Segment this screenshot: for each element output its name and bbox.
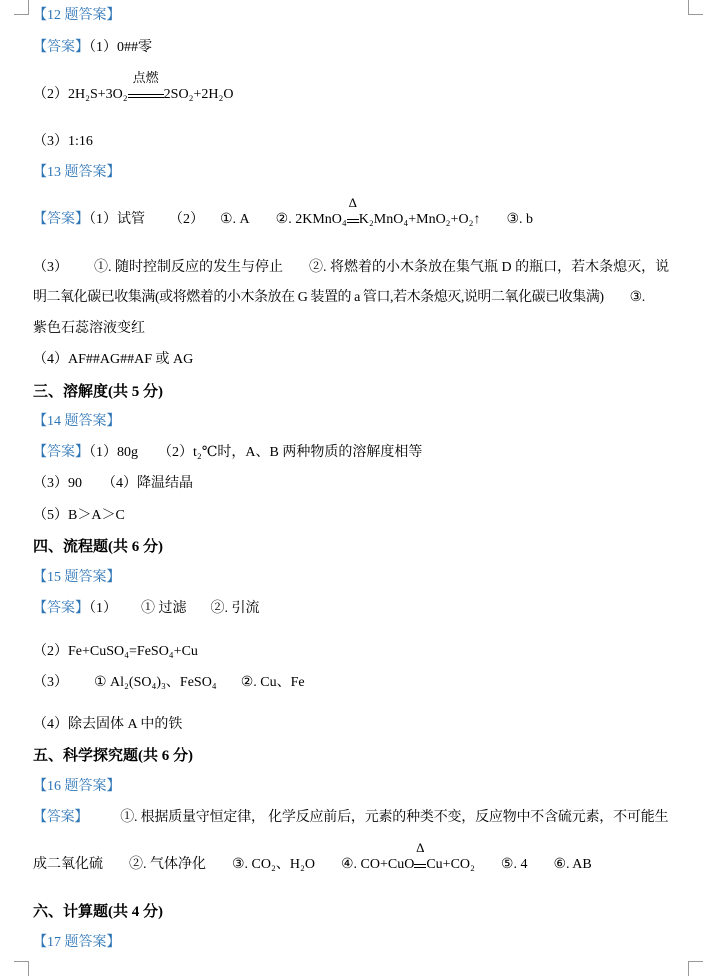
q15-part-3-prefix: （3） [33, 675, 68, 690]
q13-part-2-a: ①. A [220, 212, 250, 227]
q12-answer-line-2 [33, 70, 234, 105]
answer-tag: 【答案】 [33, 445, 89, 460]
answer-tag: 【答案】 [33, 212, 89, 227]
section-heading-5: 五、科学探究题(共 6 分) [33, 748, 193, 764]
q16-part-e: ⑤. 4 [500, 857, 528, 872]
q13-tag: 【13 题答案】 [33, 165, 121, 180]
equation-right: K₂MnO₄+MnO₂+O₂↑ [358, 212, 481, 227]
q12-answer-line-1 [33, 38, 152, 58]
q16-part-d-prefix: ④. [340, 857, 361, 872]
q14-part-3: （3）90 [33, 476, 82, 491]
q14-part-2: （2）t₂℃时，A、B 两种物质的溶解度相等 [158, 445, 423, 460]
q13-part-1: （1）试管 [89, 212, 145, 227]
q16-tag: 【16 题答案】 [33, 779, 121, 794]
q12-tag: 【12 题答案】 [33, 8, 121, 23]
q15-part-1-a: ① 过滤 [141, 601, 187, 616]
q14-part-4: （4）降温结晶 [102, 476, 193, 491]
q13-part-2-c: ③. b [506, 212, 534, 227]
q15-tag: 【15 题答案】 [33, 570, 121, 585]
q15-part-4: （4）除去固体 A 中的铁 [33, 717, 183, 732]
q12-part-3: （3）1:16 [33, 134, 93, 149]
reaction-condition [414, 840, 426, 868]
q12-part-2-prefix: （2） [33, 87, 68, 102]
section-heading-3: 三、溶解度(共 5 分) [33, 384, 163, 400]
q13-part-4: （4）AF##AG##AF 或 AG [33, 352, 194, 367]
q15-part-1-b: ②. 引流 [210, 601, 260, 616]
condition-label: 点燃 [132, 70, 159, 85]
q13-part-3-b-cont: 明二氧化碳已收集满(或将燃着的小木条放在 G 装置的 a 管口,若木条熄灭,说明二氧化碳已收集满) [33, 290, 604, 305]
q16-part-c: ③. CO₂、H₂O [232, 857, 315, 872]
q16-answer-line-1 [33, 808, 668, 828]
q14-part-5: （5）B＞A＞C [33, 508, 125, 523]
section-heading-4: 四、流程题(共 6 分) [33, 539, 163, 555]
q15-part-1-prefix: （1） [89, 601, 117, 616]
equation-left: CO+CuO [360, 857, 415, 872]
equation-right: 2SO₂+2H₂O [163, 87, 234, 102]
q13-part-2-b-prefix: ②. [275, 212, 296, 227]
q14-part-1: （1）80g [89, 445, 138, 460]
equals-bar [347, 219, 359, 223]
q13-answer-line-1 [33, 195, 534, 230]
corner-mark-top-right [688, 0, 703, 15]
corner-mark-top-left [14, 0, 29, 15]
q15-answer-line-3 [33, 673, 305, 693]
q15-part-2: （2）Fe+CuSO₄=FeSO₄+Cu [33, 644, 198, 659]
q13-part-3-c-text: 紫色石蕊溶液变红 [33, 321, 145, 336]
answer-tag: 【答案】 [33, 40, 89, 55]
q14-answer-line-2 [33, 474, 193, 494]
corner-mark-bottom-left [14, 961, 29, 976]
q16-line-1-text: ①. 根据质量守恒定律， 化学反应前后，元素的种类不变，反应物中不含硫元素，不可能生 [120, 810, 669, 825]
q15-answer-line-1 [33, 599, 260, 619]
q14-answer-line-1 [33, 443, 422, 463]
q13-answer-line-2 [33, 258, 669, 278]
q15-part-3-a: ① Al₂(SO₄)₃、FeSO₄ [94, 675, 217, 690]
q12-part-1: （1）0##零 [89, 40, 152, 55]
q14-tag: 【14 题答案】 [33, 414, 121, 429]
section-heading-6: 六、计算题(共 4 分) [33, 904, 163, 920]
q13-part-3-c: ③. [629, 290, 645, 305]
condition-label: Δ [416, 840, 425, 855]
corner-mark-bottom-right [688, 961, 703, 976]
equation-left: 2H₂S+3O₂ [68, 87, 128, 102]
answer-tag: 【答案】 [33, 601, 89, 616]
q17-tag: 【17 题答案】 [33, 935, 121, 950]
q13-answer-line-3 [33, 288, 645, 308]
reaction-condition [347, 195, 359, 223]
q16-part-b: ②. 气体净化 [129, 857, 206, 872]
q13-part-2-prefix: （2） [169, 212, 204, 227]
equals-bar [128, 94, 164, 98]
equals-bar [414, 864, 426, 868]
condition-label: Δ [348, 195, 357, 210]
q15-part-3-b: ②. Cu、Fe [240, 675, 305, 690]
answer-tag: 【答案】 [33, 810, 89, 825]
reaction-condition [128, 70, 164, 98]
q16-answer-line-2 [33, 840, 592, 875]
q16-part-a: 成二氧化硫 [33, 857, 103, 872]
q13-part-3-prefix: （3） [33, 260, 68, 275]
equation-left: 2KMnO₄ [295, 212, 347, 227]
equation-right: Cu+CO₂ [426, 857, 475, 872]
q13-part-3-b: ②. 将燃着的小木条放在集气瓶 D 的瓶口，若木条熄灭，说 [309, 260, 670, 275]
q16-part-f: ⑥. AB [553, 857, 592, 872]
q13-part-3-a: ①. 随时控制反应的发生与停止 [94, 260, 283, 275]
